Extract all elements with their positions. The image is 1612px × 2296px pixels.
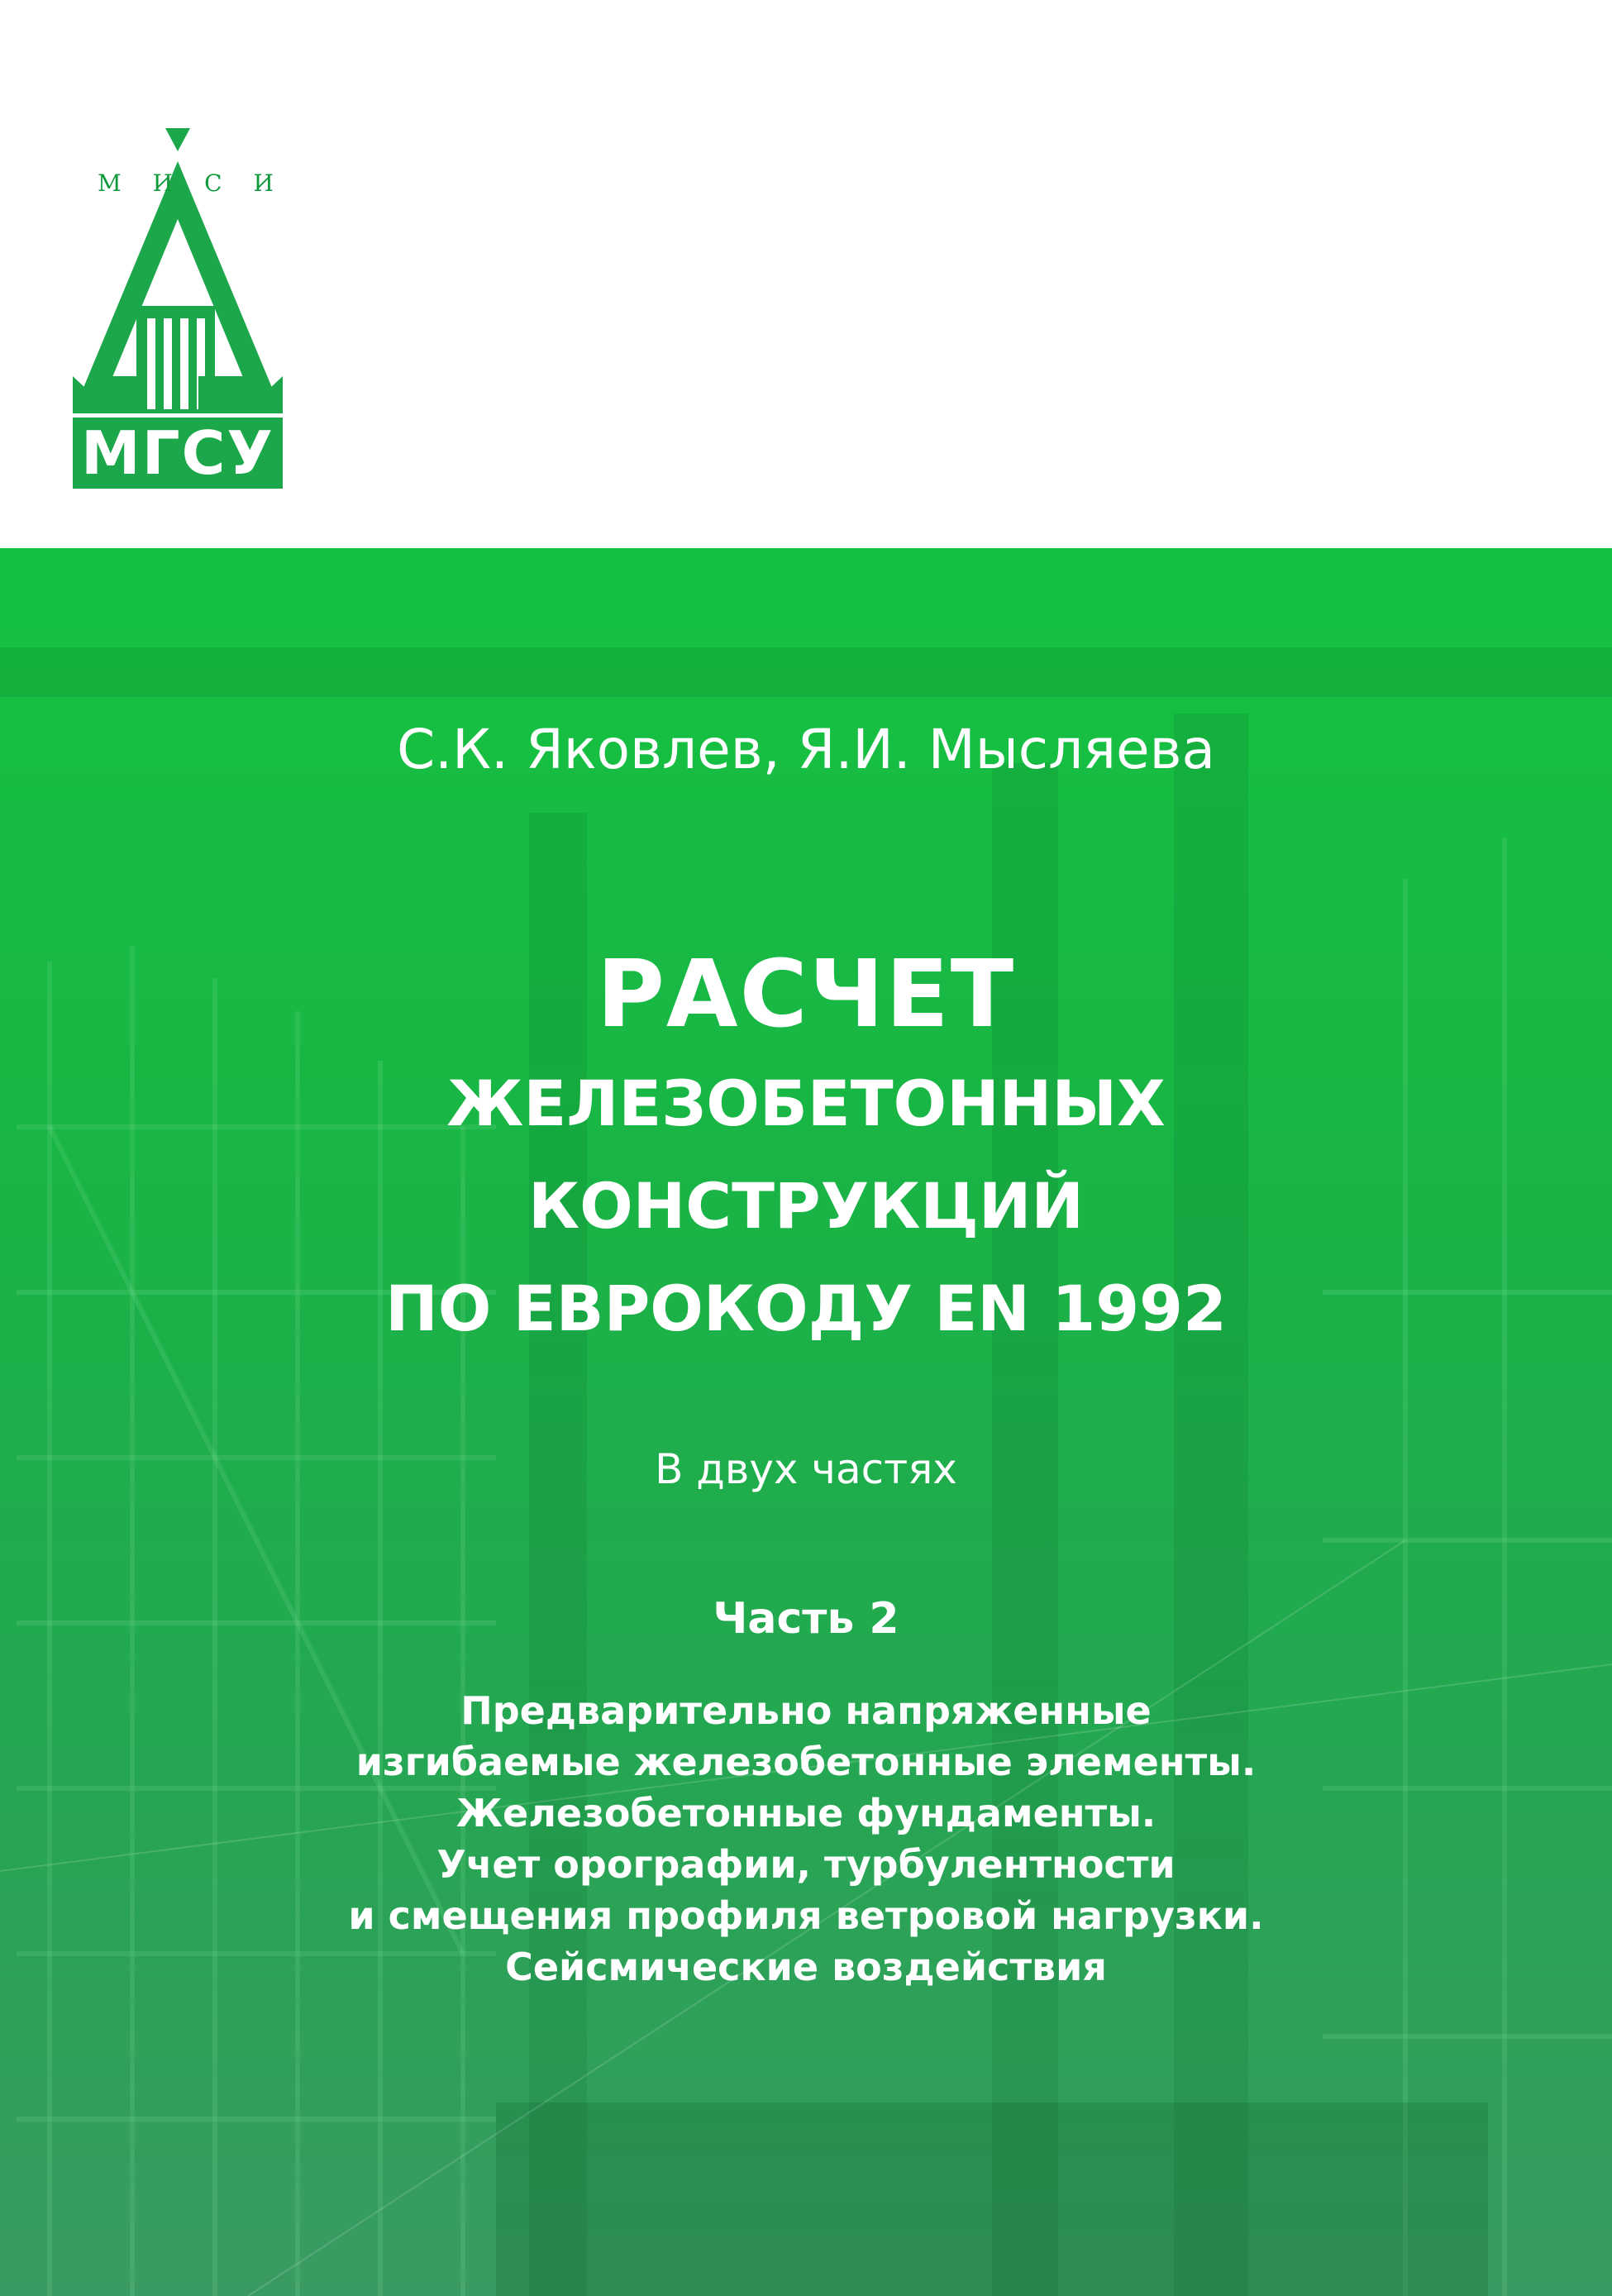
- book-title: [0, 937, 1612, 1360]
- construction-scaffolding-background: [0, 548, 1612, 2296]
- title-line-4: ПО ЕВРОКОДУ EN 1992: [385, 1272, 1227, 1345]
- authors: С.К. Яковлев, Я.И. Мысляева: [397, 718, 1215, 781]
- title-line-1: РАСЧЕТ: [596, 941, 1016, 1048]
- part-label: Часть 2: [713, 1594, 899, 1644]
- title-line-2: ЖЕЛЕЗОБЕТОННЫХ: [446, 1067, 1166, 1140]
- part-description-line: Железобетонные фундаменты.: [455, 1791, 1157, 1835]
- part-description-line: Учет орографии, турбулентности: [436, 1842, 1176, 1887]
- cover-green-panel: [0, 548, 1612, 2296]
- part-description: [0, 1685, 1612, 1993]
- logo-abbreviation: МГСУ: [73, 418, 283, 489]
- part-description-line: изгибаемые железобетонные элементы.: [355, 1740, 1257, 1784]
- part-description-line: Предварительно напряженные: [460, 1688, 1152, 1733]
- title-line-3: КОНСТРУКЦИЙ: [527, 1169, 1085, 1243]
- logo-top-letters: МИСИ: [98, 169, 305, 197]
- part-description-line: и смещения профиля ветровой нагрузки.: [348, 1893, 1264, 1938]
- mgsu-logo: [66, 128, 305, 492]
- part-description-line: Сейсмические воздействия: [505, 1945, 1107, 1989]
- volumes-note: В двух частях: [655, 1445, 957, 1493]
